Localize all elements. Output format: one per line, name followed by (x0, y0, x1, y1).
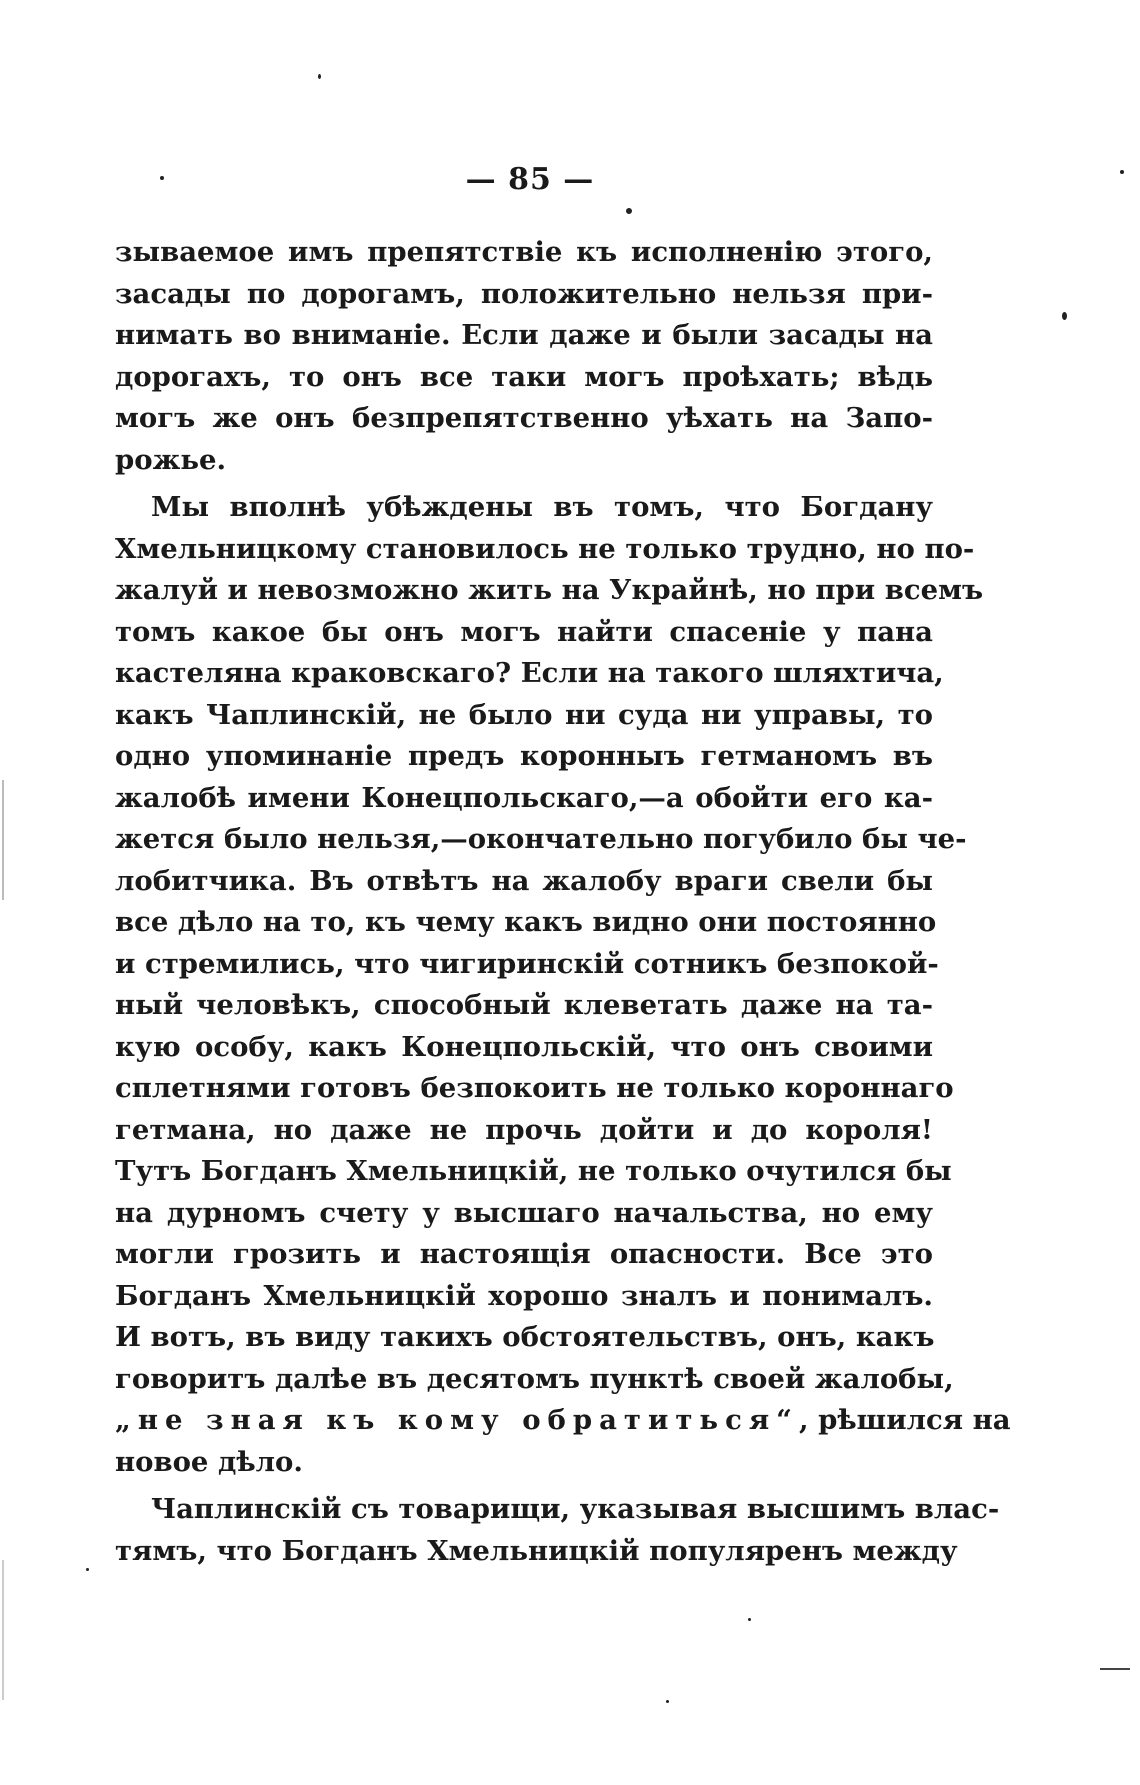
text-line: Тутъ Богданъ Хмельницкій, не только очутился бы (115, 1155, 952, 1187)
text-line: ный человѣкъ, способный клеветать даже на та- (115, 989, 933, 1021)
text-line: засады по дорогамъ, положительно нельзя при- (115, 277, 933, 310)
scan-speck (748, 1618, 751, 1621)
text-line: дорогахъ, то онъ все таки могъ проѣхать; вѣдь (115, 360, 933, 393)
scan-speck (160, 176, 164, 180)
text-line: зываемое имъ препятствіе къ исполненію этого, (115, 236, 933, 268)
text-line: жется было нельзя,—окончательно погубило бы че- (115, 823, 967, 855)
text-line: И вотъ, въ виду такихъ обстоятельствъ, онъ, какъ (115, 1321, 935, 1353)
paragraph-1 (115, 232, 933, 481)
scan-speck (1120, 170, 1124, 174)
text-line: какъ Чаплинскій, не было ни суда ни управы, то (115, 698, 933, 731)
text-line: кастеляна краковскаго? Если на такого шляхтича, (115, 657, 944, 689)
text-line: лобитчика. Въ отвѣтъ на жалобу враги свели бы (115, 864, 933, 897)
text-line: кую особу, какъ Конецпольскій, что онъ своими (115, 1030, 933, 1063)
text-line: жалобѣ имени Конецпольскаго,—а обойти его ка- (115, 781, 933, 814)
text-line: новое дѣло. (115, 1445, 303, 1478)
text-line: на дурномъ счету у высшаго начальства, но ему (115, 1196, 933, 1229)
text-line: Хмельницкому становилось не только трудно, но по- (115, 532, 975, 565)
spaced-quote-line (115, 1400, 1011, 1442)
scan-speck (86, 1568, 89, 1571)
text-line: гетмана, но даже не прочь дойти и до короля! (115, 1113, 933, 1146)
paragraph-3 (115, 1489, 1000, 1572)
paragraph-2 (115, 487, 1011, 1483)
text-line: одно упоминаніе предъ коронныъ гетманомъ въ (115, 740, 933, 772)
page-number: — 85 — (465, 162, 595, 197)
scan-edge-mark (2, 780, 4, 900)
scan-speck (1062, 312, 1067, 320)
text-line: Мы вполнѣ убѣждены въ томъ, что Богдану (151, 491, 933, 523)
text-line: тямъ, что Богданъ Хмельницкій популяренъ между (115, 1534, 958, 1567)
body-text (115, 232, 1011, 1572)
text-line: могли грозить и настоящія опасности. Все это (115, 1238, 933, 1270)
text-line: томъ какое бы онъ могъ найти спасеніе у пана (115, 615, 933, 648)
scan-edge-mark (1100, 1668, 1130, 1670)
scan-speck (318, 74, 321, 79)
quote-line-rest: , рѣшился на (798, 1404, 1011, 1436)
scan-speck (626, 208, 632, 214)
text-line: все дѣло на то, къ чему какъ видно они постоянно (115, 906, 937, 938)
scan-speck (666, 1700, 669, 1703)
text-line: Чаплинскій съ товарищи, указывая высшимъ влас- (151, 1493, 1000, 1525)
text-line: сплетнями готовъ безпокоить не только короннаго (115, 1072, 954, 1104)
text-line: и стремились, что чигиринскій сотникъ безпокой- (115, 947, 939, 980)
text-line: жалуй и невозможно жить на Украйнѣ, но при всемъ (115, 574, 984, 606)
text-line: говоритъ далѣе въ десятомъ пунктѣ своей жалобы, (115, 1362, 954, 1395)
spaced-quote: „не зная къ кому обратиться“ (115, 1404, 799, 1436)
text-line: рожье. (115, 443, 227, 476)
scan-edge-mark (2, 1560, 4, 1700)
text-line: Богданъ Хмельницкій хорошо зналъ и понималъ. (115, 1279, 933, 1312)
text-line: нимать во вниманіе. Если даже и были засады на (115, 319, 933, 351)
text-line: могъ же онъ безпрепятственно уѣхать на Запо- (115, 402, 933, 434)
